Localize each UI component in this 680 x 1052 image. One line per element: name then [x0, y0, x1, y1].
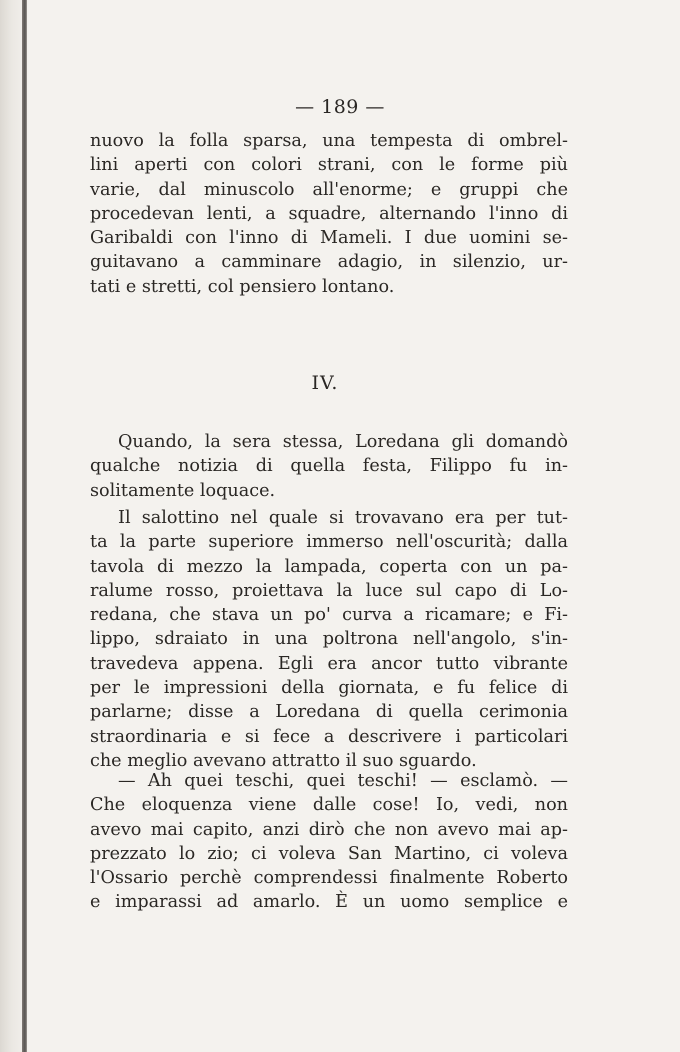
- page-number: — 189 —: [295, 96, 385, 118]
- text-line: Che eloquenza viene dalle cose! Io, vedi, non: [90, 795, 568, 816]
- text-line: prezzato lo zio; ci voleva San Martino, ci voleva: [90, 843, 568, 864]
- paragraph-continuation: [90, 129, 568, 299]
- text-line: redana, che stava un po' curva a ricamare; e Fi-: [90, 605, 568, 626]
- text-line: Il salottino nel quale si trovavano era per tut-: [118, 508, 568, 528]
- text-line: Quando, la sera stessa, Loredana gli domandò: [118, 432, 568, 452]
- text-line: lippo, sdraiato in una poltrona nell'angolo, s'in-: [90, 629, 568, 650]
- text-line: — Ah quei teschi, quei teschi! — esclamò. —: [118, 771, 568, 791]
- text-line: tavola di mezzo la lampada, coperta con un pa-: [90, 556, 568, 577]
- paragraph: [90, 430, 568, 503]
- text-line: ta la parte superiore immerso nell'oscurità; dalla: [90, 532, 568, 553]
- section-heading: IV.: [311, 372, 339, 394]
- text-line: per le impressioni della giornata, e fu felice di: [90, 678, 568, 699]
- text-line: tati e stretti, col pensiero lontano.: [90, 276, 395, 297]
- text-line: che meglio avevano attratto il suo sguardo.: [90, 750, 477, 771]
- text-line: varie, dal minuscolo all'enorme; e gruppi che: [90, 179, 568, 200]
- text-line: lini aperti con colori strani, con le forme più: [90, 155, 568, 176]
- text-line: l'Ossario perchè comprendessi finalmente Roberto: [90, 868, 568, 889]
- text-line: travedeva appena. Egli era ancor tutto vibrante: [90, 653, 568, 674]
- text-line: qualche notizia di quella festa, Filippo fu in-: [90, 456, 568, 477]
- text-line: procedevan lenti, a squadre, alternando l'inno di: [90, 203, 568, 224]
- paragraph-dialogue: [90, 769, 568, 915]
- text-line: nuovo la folla sparsa, una tempesta di ombrel-: [90, 131, 568, 151]
- text-line: parlarne; disse a Loredana di quella cerimonia: [90, 702, 568, 723]
- text-line: Garibaldi con l'inno di Mameli. I due uomini se-: [90, 228, 568, 249]
- text-line: avevo mai capito, anzi dirò che non avevo mai ap-: [90, 819, 568, 840]
- text-line: guitavano a camminare adagio, in silenzio, ur-: [90, 252, 568, 273]
- paragraph: [90, 506, 568, 773]
- text-line: straordinaria e si fece a descrivere i particolari: [90, 726, 568, 747]
- text-line: ralume rosso, proiettava la luce sul capo di Lo-: [90, 580, 568, 601]
- text-line: solitamente loquace.: [90, 480, 276, 501]
- text-line: e imparassi ad amarlo. È un uomo semplice e: [90, 892, 568, 913]
- book-spine-shadow: [22, 0, 27, 1052]
